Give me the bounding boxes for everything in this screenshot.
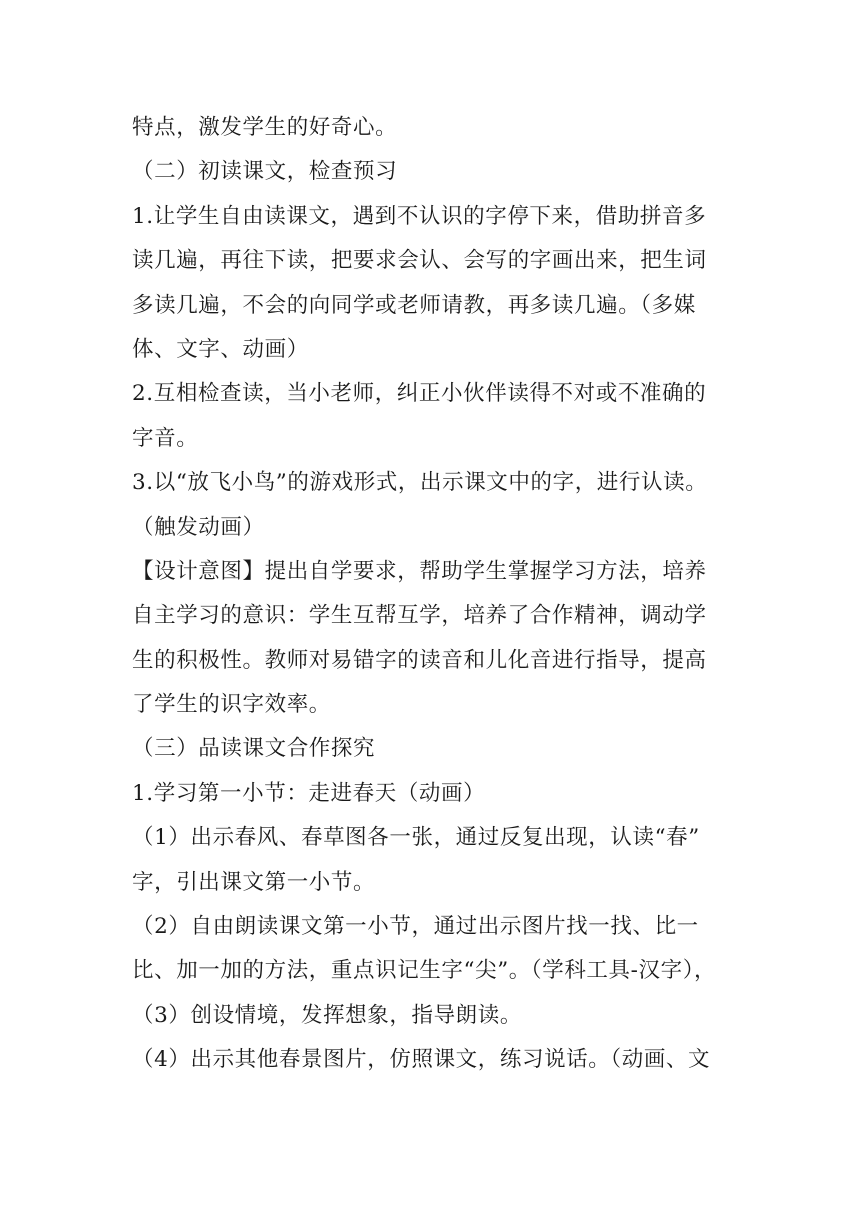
text-line: （1）出示春风、春草图各一张，通过反复出现，认读“春” bbox=[132, 825, 700, 851]
text-line: 生的积极性。教师对易错字的读音和儿化音进行指导，提高 bbox=[132, 647, 707, 673]
section-heading: （二）初读课文，检查预习 bbox=[132, 159, 398, 185]
design-intent-line: 【设计意图】提出自学要求，帮助学生掌握学习方法，培养 bbox=[132, 558, 707, 584]
text-line: （4）出示其他春景图片，仿照课文，练习说话。（动画、文 bbox=[132, 1047, 711, 1073]
text-line: 字音。 bbox=[132, 425, 199, 451]
text-line: （2）自由朗读课文第一小节，通过出示图片找一找、比一 bbox=[132, 914, 699, 940]
text-line: 多读几遍，不会的向同学或老师请教，再多读几遍。（多媒 bbox=[132, 292, 696, 318]
text-line: 比、加一加的方法，重点识记生字“尖”。（学科工具-汉字）， bbox=[132, 958, 717, 984]
text-line: 1.学习第一小节：走进春天（动画） bbox=[132, 780, 486, 806]
text-line: 特点，激发学生的好奇心。 bbox=[132, 115, 398, 140]
section-heading: （三）品读课文合作探究 bbox=[132, 736, 376, 762]
text-line: （3）创设情境，发挥想象，指导朗读。 bbox=[132, 1002, 522, 1028]
text-line: 体、文字、动画） bbox=[132, 336, 309, 362]
text-line: 3.以“放飞小鸟”的游戏形式，出示课文中的字，进行认读。 bbox=[132, 470, 708, 496]
text-line: 2.互相检查读，当小老师，纠正小伙伴读得不对或不准确的 bbox=[132, 381, 707, 407]
text-line: 了学生的识字效率。 bbox=[132, 692, 331, 718]
text-line: 读几遍，再往下读，把要求会认、会写的字画出来，把生词 bbox=[132, 248, 707, 274]
text-line: 自主学习的意识：学生互帮互学，培养了合作精神，调动学 bbox=[132, 603, 707, 629]
document-body bbox=[132, 106, 732, 1083]
text-line: （触发动画） bbox=[132, 514, 265, 540]
text-line: 1.让学生自由读课文，遇到不认识的字停下来，借助拼音多 bbox=[132, 203, 707, 229]
text-line: 字，引出课文第一小节。 bbox=[132, 869, 376, 895]
